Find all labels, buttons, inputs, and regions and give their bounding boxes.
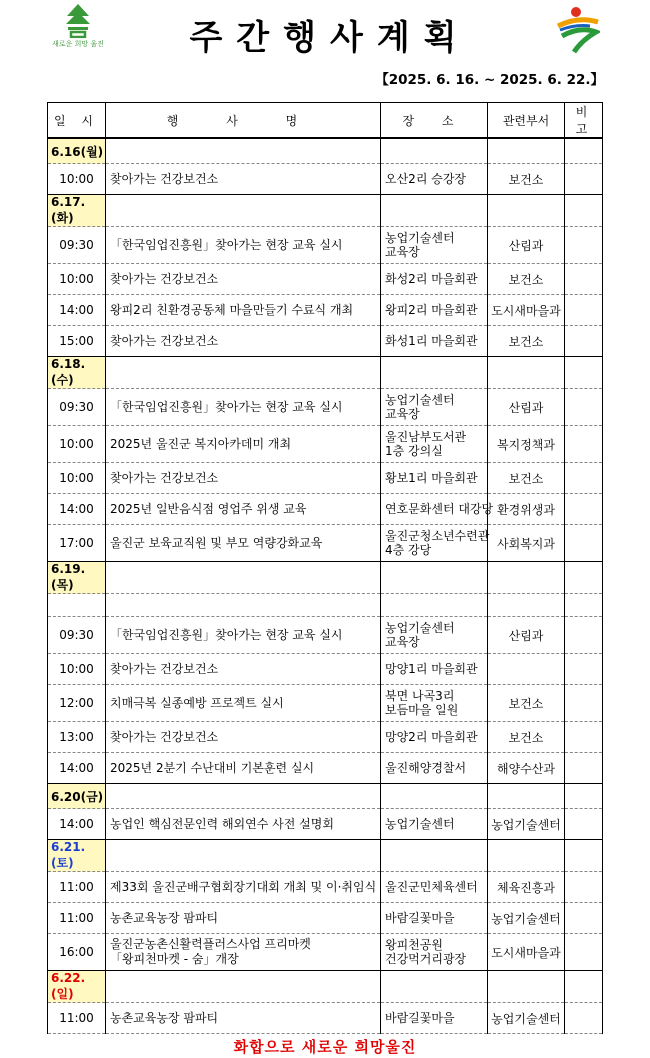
day-label: 6.20(금) <box>48 784 106 809</box>
empty-cell <box>381 357 488 389</box>
day-row <box>48 195 603 227</box>
event-name <box>106 903 381 934</box>
event-row <box>48 872 603 903</box>
event-name-line: 2025년 울진군 복지아카데미 개최 <box>110 436 292 451</box>
uljin-logo-right <box>556 6 600 56</box>
event-name <box>106 426 381 463</box>
event-dept: 보건소 <box>488 685 565 722</box>
event-name <box>106 326 381 357</box>
swirl-logo-icon <box>556 6 600 56</box>
empty-cell <box>381 138 488 164</box>
footer-slogan: 화합으로 새로운 희망울진 <box>233 1038 417 1056</box>
event-place-line: 교육장 <box>385 245 420 259</box>
event-time: 09:30 <box>48 227 106 264</box>
event-name-line: 찾아가는 건강보건소 <box>110 729 219 744</box>
event-time: 09:30 <box>48 389 106 426</box>
event-row <box>48 389 603 426</box>
event-note <box>565 326 603 357</box>
event-name-line: 찾아가는 건강보건소 <box>110 661 219 676</box>
event-name <box>106 753 381 784</box>
event-row <box>48 164 603 195</box>
event-note <box>565 426 603 463</box>
empty-cell <box>565 784 603 809</box>
event-name <box>106 1003 381 1034</box>
event-place <box>381 164 488 195</box>
schedule-table <box>47 102 603 1034</box>
event-name <box>106 722 381 753</box>
spacer-row <box>48 594 603 617</box>
empty-cell <box>381 562 488 594</box>
event-place <box>381 1003 488 1034</box>
event-note <box>565 389 603 426</box>
event-place-line: 농업기술센터 <box>385 231 455 245</box>
event-note <box>565 722 603 753</box>
event-place <box>381 685 488 722</box>
event-time: 12:00 <box>48 685 106 722</box>
header-dept: 관련부서 <box>488 103 565 139</box>
event-place-line: 농업기술센터 <box>385 817 455 831</box>
event-time: 16:00 <box>48 934 106 971</box>
event-row <box>48 654 603 685</box>
event-place-line: 왕피2리 마을회관 <box>385 303 478 317</box>
event-row <box>48 934 603 971</box>
event-place-line: 건강먹거리광장 <box>385 952 467 966</box>
empty-cell <box>565 562 603 594</box>
event-row <box>48 903 603 934</box>
empty-cell <box>488 784 565 809</box>
left-logo-text: 새로운 희망 울진 <box>52 40 104 48</box>
event-place-line: 울진군청소년수련관 <box>385 529 490 543</box>
event-place <box>381 463 488 494</box>
event-dept: 산림과 <box>488 389 565 426</box>
event-name <box>106 389 381 426</box>
empty-cell <box>106 357 381 389</box>
event-time: 15:00 <box>48 326 106 357</box>
event-time: 09:30 <box>48 617 106 654</box>
event-note <box>565 872 603 903</box>
day-row <box>48 138 603 164</box>
event-note <box>565 1003 603 1034</box>
event-place <box>381 264 488 295</box>
event-dept: 농업기술센터 <box>488 903 565 934</box>
event-row <box>48 525 603 562</box>
event-name-line: 2025년 2분기 수난대비 기본훈련 실시 <box>110 760 315 775</box>
event-place <box>381 326 488 357</box>
event-dept: 보건소 <box>488 463 565 494</box>
event-place-line: 망양1리 마을회관 <box>385 662 478 676</box>
event-name <box>106 525 381 562</box>
event-time: 10:00 <box>48 264 106 295</box>
event-place-line: 왕피천공원 <box>385 938 443 952</box>
event-place <box>381 227 488 264</box>
day-row <box>48 357 603 389</box>
event-place <box>381 722 488 753</box>
empty-cell <box>488 562 565 594</box>
event-name <box>106 295 381 326</box>
event-place <box>381 809 488 840</box>
event-dept: 사회복지과 <box>488 525 565 562</box>
event-name-line: 「한국임업진흥원」찾아가는 현장 교육 실시 <box>110 627 343 642</box>
event-place-line: 연호문화센터 대강당 <box>385 502 494 516</box>
event-place-line: 교육장 <box>385 635 420 649</box>
empty-cell <box>106 562 381 594</box>
header-place: 장 소 <box>381 103 488 139</box>
event-time: 11:00 <box>48 872 106 903</box>
event-place-line: 농업기술센터 <box>385 621 455 635</box>
event-place <box>381 295 488 326</box>
uljin-logo-left <box>48 4 108 58</box>
event-time: 13:00 <box>48 722 106 753</box>
event-place <box>381 494 494 525</box>
event-name <box>106 617 381 654</box>
event-name <box>106 872 381 903</box>
event-name <box>106 809 381 840</box>
event-dept: 농업기술센터 <box>488 809 565 840</box>
event-name-line: 「한국임업진흥원」찾아가는 현장 교육 실시 <box>110 399 343 414</box>
event-dept: 보건소 <box>488 722 565 753</box>
event-name-line: 「한국임업진흥원」찾아가는 현장 교육 실시 <box>110 237 343 252</box>
event-place-line: 교육장 <box>385 407 420 421</box>
event-time: 10:00 <box>48 426 106 463</box>
event-name-line: 농업인 핵심전문인력 해외연수 사전 설명회 <box>110 816 334 831</box>
event-place <box>381 903 488 934</box>
event-name-line: 찾아가는 건강보건소 <box>110 470 219 485</box>
empty-cell <box>381 971 488 1003</box>
empty-cell <box>106 138 381 164</box>
event-dept: 도시새마을과 <box>488 295 565 326</box>
event-place-line: 울진남부도서관 <box>385 430 467 444</box>
event-note <box>565 164 603 195</box>
event-place <box>381 426 488 463</box>
tree-logo-icon <box>63 4 93 38</box>
event-name-line: 농촌교육농장 팜파티 <box>110 1010 219 1025</box>
event-dept: 복지정책과 <box>488 426 565 463</box>
header-event: 행 사 명 <box>106 103 381 139</box>
day-row <box>48 840 603 872</box>
page-header <box>0 0 650 100</box>
event-name <box>106 227 381 264</box>
event-name <box>106 463 381 494</box>
event-row <box>48 722 603 753</box>
event-place-line: 망양2리 마을회관 <box>385 730 478 744</box>
event-note <box>565 295 603 326</box>
event-row <box>48 1003 603 1034</box>
event-row <box>48 753 603 784</box>
event-place-line: 보듬마을 일원 <box>385 703 459 717</box>
event-time: 17:00 <box>48 525 106 562</box>
empty-cell <box>488 971 565 1003</box>
empty-cell <box>488 594 565 617</box>
event-name <box>106 934 381 971</box>
event-time: 14:00 <box>48 753 106 784</box>
event-name <box>106 494 381 525</box>
event-row <box>48 463 603 494</box>
event-name-line: 찾아가는 건강보건소 <box>110 333 219 348</box>
event-name-line: 치매극복 실종예방 프로젝트 실시 <box>110 695 284 710</box>
event-dept: 농업기술센터 <box>488 1003 565 1034</box>
event-time: 11:00 <box>48 903 106 934</box>
empty-cell <box>565 840 603 872</box>
day-label: 6.17.(화) <box>48 195 106 227</box>
empty-cell <box>488 840 565 872</box>
event-note <box>565 617 603 654</box>
day-label: 6.21.(토) <box>48 840 106 872</box>
event-time: 14:00 <box>48 494 106 525</box>
event-place-line: 울진군민체육센터 <box>385 880 478 894</box>
event-place-line: 화성1리 마을회관 <box>385 334 478 348</box>
event-place <box>381 617 488 654</box>
event-dept: 보건소 <box>488 326 565 357</box>
event-note <box>565 463 603 494</box>
event-name-line: 찾아가는 건강보건소 <box>110 171 219 186</box>
event-place-line: 북면 나곡3리 <box>385 689 455 703</box>
empty-cell <box>106 971 381 1003</box>
event-row <box>48 809 603 840</box>
empty-cell <box>488 357 565 389</box>
event-place <box>381 753 488 784</box>
event-time: 10:00 <box>48 654 106 685</box>
empty-cell <box>381 594 488 617</box>
event-row <box>48 264 603 295</box>
event-time: 14:00 <box>48 295 106 326</box>
event-time: 10:00 <box>48 164 106 195</box>
event-dept: 산림과 <box>488 617 565 654</box>
event-dept: 체육진흥과 <box>488 872 565 903</box>
event-dept: 보건소 <box>488 164 565 195</box>
page-title: 주간행사계획 <box>189 18 471 58</box>
empty-cell <box>381 195 488 227</box>
event-note <box>565 494 603 525</box>
day-label: 6.19.(목) <box>48 562 106 594</box>
empty-cell <box>106 840 381 872</box>
event-dept <box>488 654 565 685</box>
event-place-line: 4층 강당 <box>385 543 432 557</box>
event-place <box>381 934 488 971</box>
day-row <box>48 784 603 809</box>
day-label: 6.22.(일) <box>48 971 106 1003</box>
empty-cell <box>565 971 603 1003</box>
event-name <box>106 164 381 195</box>
event-note <box>565 934 603 971</box>
table-header-row <box>48 103 603 139</box>
header-datetime: 일 시 <box>48 103 106 139</box>
event-time: 14:00 <box>48 809 106 840</box>
event-row <box>48 617 603 654</box>
event-place-line: 바람길꽃마을 <box>385 1011 455 1025</box>
event-place <box>381 654 488 685</box>
event-row <box>48 494 603 525</box>
event-name-line: 농촌교육농장 팜파티 <box>110 910 219 925</box>
event-note <box>565 227 603 264</box>
empty-cell <box>381 840 488 872</box>
header-note: 비 고 <box>565 103 603 139</box>
empty-cell <box>488 138 565 164</box>
event-place-line: 바람길꽃마을 <box>385 911 455 925</box>
event-time: 11:00 <box>48 1003 106 1034</box>
empty-cell <box>48 594 106 617</box>
event-note <box>565 809 603 840</box>
event-dept: 해양수산과 <box>488 753 565 784</box>
event-place-line: 울진해양경찰서 <box>385 761 467 775</box>
event-place <box>381 525 488 562</box>
event-place-line: 농업기술센터 <box>385 393 455 407</box>
empty-cell <box>106 784 381 809</box>
empty-cell <box>106 594 381 617</box>
event-name <box>106 685 381 722</box>
event-name-line: 찾아가는 건강보건소 <box>110 271 219 286</box>
event-place-line: 화성2리 마을회관 <box>385 272 478 286</box>
event-dept: 환경위생과 <box>488 494 565 525</box>
event-name <box>106 264 381 295</box>
event-place <box>381 389 488 426</box>
event-note <box>565 654 603 685</box>
event-note <box>565 685 603 722</box>
event-name-line: 「왕피천마켓 - 숨」개장 <box>110 952 239 966</box>
empty-cell <box>106 195 381 227</box>
event-note <box>565 753 603 784</box>
empty-cell <box>565 357 603 389</box>
event-row <box>48 426 603 463</box>
schedule-period: 【2025. 6. 16. ~ 2025. 6. 22.】 <box>375 72 604 88</box>
event-name <box>106 654 381 685</box>
event-place-line: 황보1리 마을회관 <box>385 471 478 485</box>
day-label: 6.18.(수) <box>48 357 106 389</box>
event-name-line: 울진군농촌신활력플러스사업 프리마켓 <box>110 937 311 951</box>
empty-cell <box>488 195 565 227</box>
event-time: 10:00 <box>48 463 106 494</box>
event-dept: 도시새마을과 <box>488 934 565 971</box>
event-note <box>565 525 603 562</box>
day-label: 6.16(월) <box>48 138 106 164</box>
event-row <box>48 227 603 264</box>
empty-cell <box>565 195 603 227</box>
event-dept: 산림과 <box>488 227 565 264</box>
event-row <box>48 326 603 357</box>
event-row <box>48 295 603 326</box>
event-place-line: 1층 강의실 <box>385 444 443 458</box>
event-row <box>48 685 603 722</box>
event-name-line: 2025년 일반음식점 영업주 위생 교육 <box>110 501 307 516</box>
day-row <box>48 562 603 594</box>
event-dept: 보건소 <box>488 264 565 295</box>
empty-cell <box>565 594 603 617</box>
empty-cell <box>381 784 488 809</box>
event-note <box>565 264 603 295</box>
empty-cell <box>565 138 603 164</box>
event-note <box>565 903 603 934</box>
event-place <box>381 872 488 903</box>
event-place-line: 오산2리 승강장 <box>385 172 467 186</box>
event-name-line: 제33회 울진군배구협회장기대회 개최 및 이·취임식 <box>110 879 377 894</box>
event-name-line: 울진군 보육교직원 및 부모 역량강화교육 <box>110 535 323 550</box>
day-row <box>48 971 603 1003</box>
event-name-line: 왕피2리 친환경공동체 마을만들기 수료식 개최 <box>110 302 354 317</box>
